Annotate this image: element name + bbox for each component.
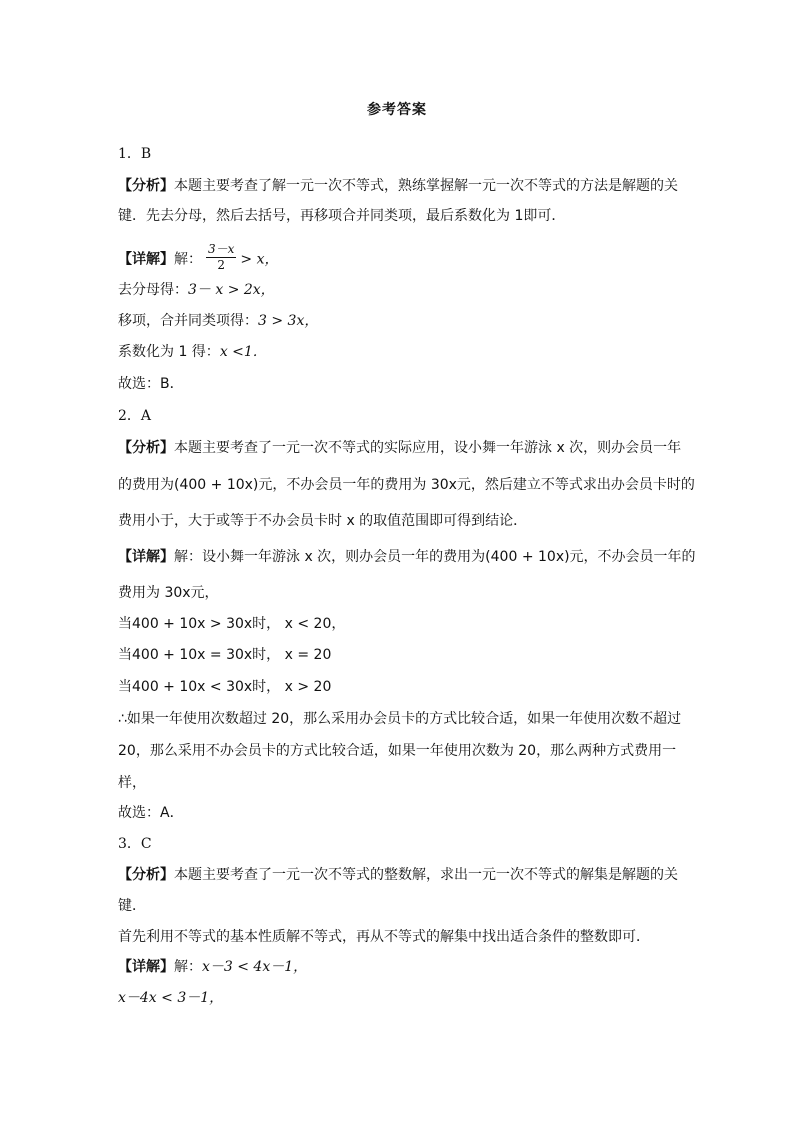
q1-analysis-tag: 【分析】 xyxy=(118,178,174,194)
q2-case3: 当400 + 10x < 30x时， x > 20 xyxy=(118,679,332,695)
q2-case2: 当400 + 10x = 30x时， x = 20 xyxy=(118,647,332,663)
q1-fraction-numerator: 3－x xyxy=(208,242,235,256)
q3-analysis-text1: 本题主要考查了一元一次不等式的整数解，求出一元一次不等式的解集是解题的关 xyxy=(174,867,678,883)
q2-detail-tag: 【详解】 xyxy=(118,549,174,565)
q2-conclusion: 故选：A． xyxy=(118,805,184,821)
q2-summary-line3: 样， xyxy=(118,775,146,791)
q1-step3-math: x <1． xyxy=(219,344,267,360)
q2-summary-line1: ∴如果一年使用次数超过 20，那么采用办会员卡的方式比较合适，如果一年使用次数不超过 xyxy=(118,711,682,727)
q2-answer: 2．A xyxy=(118,408,152,424)
q2-case1: 当400 + 10x > 30x时， x < 20， xyxy=(118,616,346,632)
q1-analysis-line1 xyxy=(118,176,678,196)
q3-detail-math: x－3 < 4x－1， xyxy=(202,959,308,975)
q2-analysis-line1 xyxy=(118,438,681,458)
q2-analysis-line2: 的费用为(400 + 10x)元，不办会员一年的费用为 30x元，然后建立不等式求出办会员卡时的 xyxy=(118,477,695,493)
q3-detail-tag: 【详解】 xyxy=(118,959,174,975)
q1-fraction-denominator: 2 xyxy=(217,258,226,272)
q3-analysis-line1 xyxy=(118,865,678,885)
q1-step3-label: 系数化为 1 得： xyxy=(118,344,220,360)
q1-step1-math: 3－ x > 2x， xyxy=(188,282,275,298)
q2-analysis-line3: 费用小于，大于或等于不办会员卡时 x 的取值范围即可得到结论． xyxy=(118,513,528,529)
page-title: 参考答案 xyxy=(367,102,427,118)
q1-detail-tag: 【详解】 xyxy=(118,251,174,268)
q1-step2-label: 移项，合并同类项得： xyxy=(118,313,258,329)
q1-step3 xyxy=(118,342,267,362)
q1-analysis-text1: 本题主要考查了解一元一次不等式，熟练掌握解一元一次不等式的方法是解题的关 xyxy=(174,178,678,194)
q1-inequality-rest: > x， xyxy=(240,251,279,268)
q2-detail-line2: 费用为 30x元， xyxy=(118,585,219,601)
q1-fraction xyxy=(206,242,236,273)
q1-detail-prefix: 解： xyxy=(174,251,202,268)
q1-conclusion: 故选：B． xyxy=(118,376,184,392)
q1-answer: 1．B xyxy=(118,146,152,162)
q2-detail-text1: 解：设小舞一年游泳 x 次，则办会员一年的费用为(400 + 10x)元，不办会员一年的 xyxy=(174,549,696,565)
q3-detail-line xyxy=(118,957,307,977)
q3-answer: 3．C xyxy=(118,836,152,852)
q3-step1: x－4x < 3－1， xyxy=(118,990,224,1006)
q2-summary-line2: 20，那么采用不办会员卡的方式比较合适，如果一年使用次数为 20，那么两种方式费用一 xyxy=(118,743,677,759)
q2-detail-line1 xyxy=(118,547,696,567)
q3-analysis-line3: 首先利用不等式的基本性质解不等式，再从不等式的解集中找出适合条件的整数即可． xyxy=(118,929,650,945)
q1-step1-label: 去分母得： xyxy=(118,282,188,298)
q1-step2 xyxy=(118,311,318,331)
q1-detail-line xyxy=(118,244,278,275)
q1-step1 xyxy=(118,280,275,300)
q3-detail-prefix: 解： xyxy=(174,959,202,975)
q1-step2-math: 3 > 3x， xyxy=(258,313,319,329)
q2-analysis-text1: 本题主要考查了一元一次不等式的实际应用，设小舞一年游泳 x 次，则办会员一年 xyxy=(174,440,682,456)
q2-analysis-tag: 【分析】 xyxy=(118,440,174,456)
q3-analysis-tag: 【分析】 xyxy=(118,867,174,883)
q3-analysis-line2: 键． xyxy=(118,898,146,914)
q1-analysis-line2: 键．先去分母，然后去括号，再移项合并同类项，最后系数化为 1即可． xyxy=(118,208,566,224)
